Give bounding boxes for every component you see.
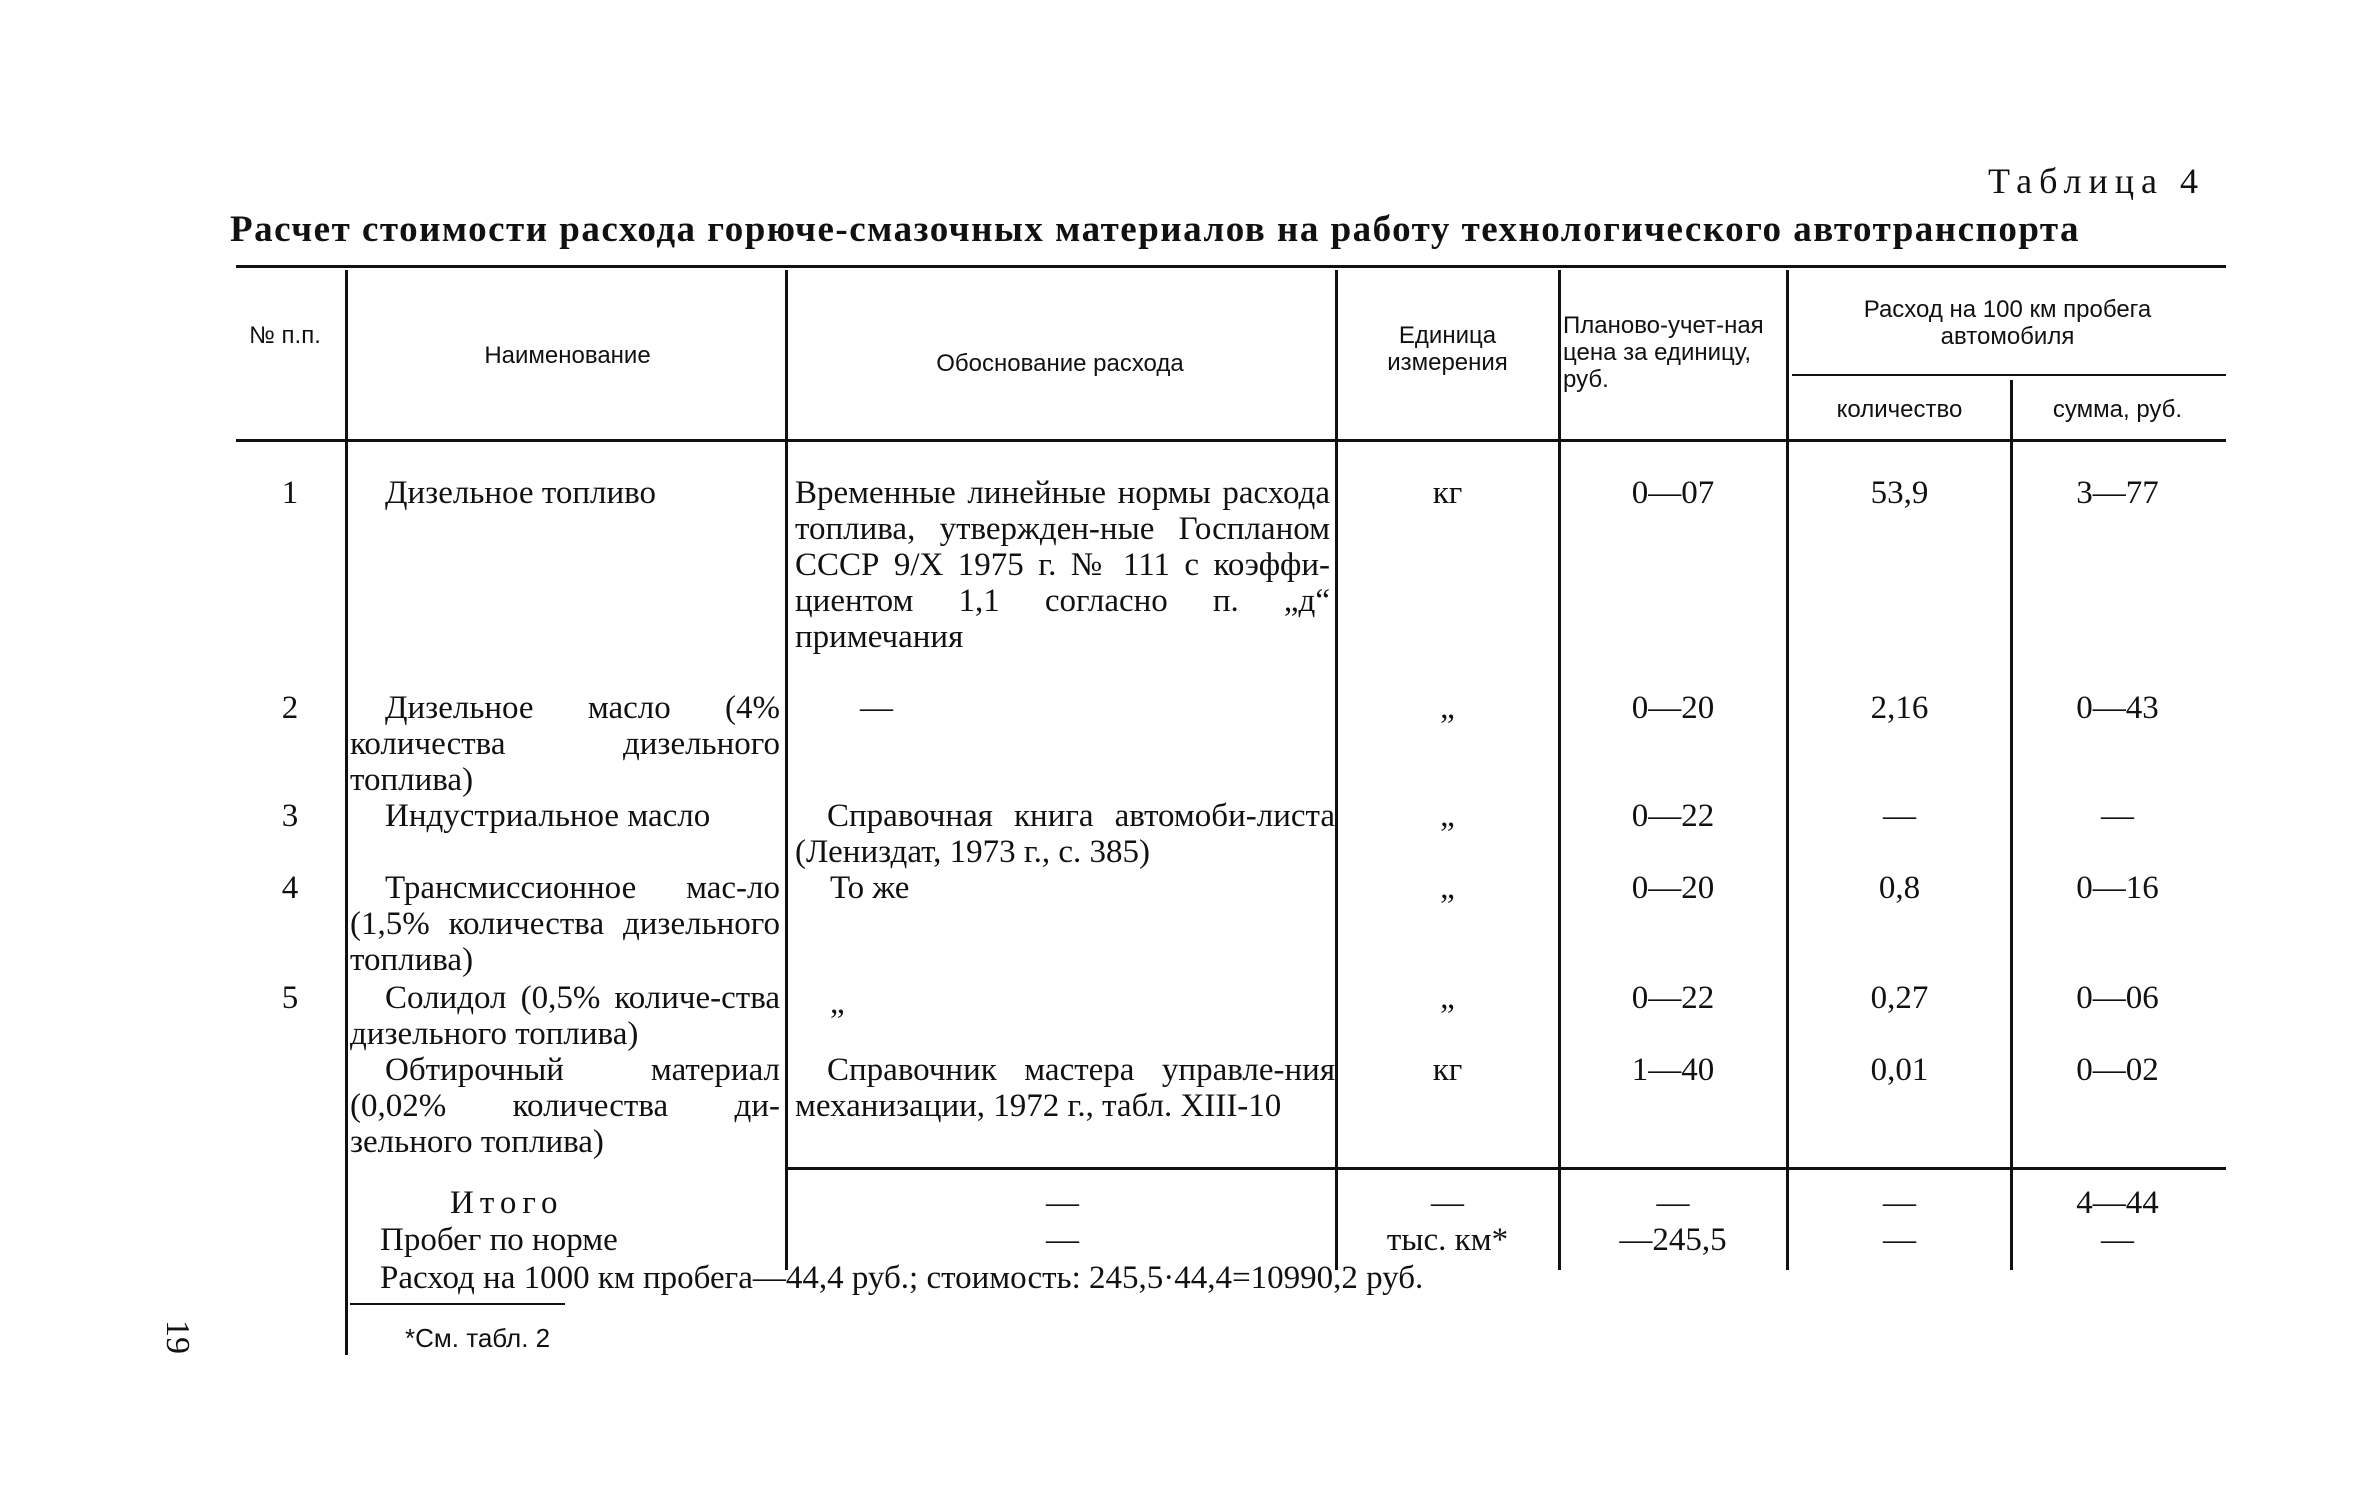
table-label: Таблица 4 xyxy=(1988,161,2205,201)
row5-num: 5 xyxy=(281,980,299,1016)
row6-sum: 0—02 xyxy=(2076,1052,2159,1088)
row2-price: 0—20 xyxy=(1631,690,1715,726)
row4-sum: 0—16 xyxy=(2076,870,2159,906)
mileage-sum: — xyxy=(2101,1222,2134,1258)
row1-sum: 3—77 xyxy=(2076,475,2159,511)
row1-qty: 53,9 xyxy=(1870,475,1929,511)
col-divider-unit xyxy=(1335,270,1338,1270)
row3-qty: — xyxy=(1883,798,1916,834)
summary-line: Расход на 1000 км пробега—44,4 руб.; стоимость: 245,5·44,4=10990,2 руб. xyxy=(380,1260,1424,1296)
row5-name: Солидол (0,5% количе-ства дизельного топлива) xyxy=(350,980,780,1052)
col-divider-basis xyxy=(785,270,788,1270)
row2-basis: — xyxy=(860,690,893,726)
totals-qty: — xyxy=(1883,1185,1916,1221)
row1-name: Дизельное топливо xyxy=(385,475,656,511)
mileage-price: —245,5 xyxy=(1619,1222,1727,1258)
row1-unit: кг xyxy=(1432,475,1463,511)
header-unit: Единица измерения xyxy=(1387,322,1508,376)
page-number: 19 xyxy=(159,1320,196,1354)
row5-sum: 0—06 xyxy=(2076,980,2159,1016)
header-bottom-rule xyxy=(236,439,2226,442)
col-divider-consumption xyxy=(1786,270,1789,1270)
row2-unit: „ xyxy=(1440,690,1455,726)
table-title: Расчет стоимости расхода горюче-смазочных материалов на работу технологического автотранспорта xyxy=(230,209,2081,250)
header-basis: Обоснование расхода xyxy=(936,350,1184,377)
mileage-label: Пробег по норме xyxy=(380,1222,618,1258)
row4-price: 0—20 xyxy=(1631,870,1715,906)
summary-underline xyxy=(350,1303,565,1305)
row6-qty: 0,01 xyxy=(1870,1052,1929,1088)
mileage-basis: — xyxy=(1046,1222,1079,1258)
mileage-qty: — xyxy=(1883,1222,1916,1258)
row4-num: 4 xyxy=(281,870,299,906)
header-sum: сумма, руб. xyxy=(2052,396,2183,423)
row5-basis: „ xyxy=(830,985,845,1021)
row6-basis: Справочник мастера управле-ния механизации, 1972 г., табл. XIII-10 xyxy=(795,1052,1335,1124)
row1-basis: Временные линейные нормы расхода топлива, утвержден-ные Госпланом СССР 9/X 1975 г. № 111 с коэффи-циентом 1,1 согласно п. „д“ примечания xyxy=(795,475,1330,655)
row6-unit: кг xyxy=(1432,1052,1463,1088)
row6-price: 1—40 xyxy=(1631,1052,1715,1088)
mileage-unit: тыс. км* xyxy=(1386,1222,1509,1258)
row3-unit: „ xyxy=(1440,798,1455,834)
header-num: № п.п. xyxy=(249,322,321,349)
row5-qty: 0,27 xyxy=(1870,980,1929,1016)
row2-qty: 2,16 xyxy=(1870,690,1929,726)
row1-num: 1 xyxy=(281,475,299,511)
row6-name: Обтирочный материал (0,02% количества ди-зельного топлива) xyxy=(350,1052,780,1160)
row3-num: 3 xyxy=(281,798,299,834)
col-divider-qty-sum xyxy=(2010,380,2013,1270)
row2-num: 2 xyxy=(281,690,299,726)
totals-label: Итого xyxy=(450,1185,564,1221)
col-divider-price xyxy=(1558,270,1561,1270)
row4-unit: „ xyxy=(1440,870,1455,906)
header-price: Планово-учет-ная цена за единицу, руб. xyxy=(1563,312,1764,393)
row5-price: 0—22 xyxy=(1631,980,1715,1016)
totals-unit: — xyxy=(1431,1185,1464,1221)
row3-price: 0—22 xyxy=(1631,798,1715,834)
row4-name: Трансмиссионное мас-ло (1,5% количества дизельного топлива) xyxy=(350,870,780,978)
consumption-subheader-rule xyxy=(1792,374,2226,376)
row2-name: Дизельное масло (4% количества дизельного топлива) xyxy=(350,690,780,798)
row3-name: Индустриальное масло xyxy=(385,798,711,834)
row5-unit: „ xyxy=(1440,980,1455,1016)
footnote: *См. табл. 2 xyxy=(405,1323,551,1353)
row4-qty: 0,8 xyxy=(1878,870,1921,906)
row2-sum: 0—43 xyxy=(2076,690,2159,726)
totals-basis: — xyxy=(1046,1185,1079,1221)
row3-sum: — xyxy=(2101,798,2134,834)
header-consumption: Расход на 100 км пробега автомобиля xyxy=(1863,296,2152,350)
table-top-rule xyxy=(236,265,2226,268)
totals-price: — xyxy=(1656,1185,1690,1221)
header-qty: количество xyxy=(1836,396,1963,423)
header-name: Наименование xyxy=(484,342,651,369)
row3-basis: Справочная книга автомоби-листа (Лениздат, 1973 г., с. 385) xyxy=(795,798,1335,870)
row1-price: 0—07 xyxy=(1631,475,1715,511)
totals-sum: 4—44 xyxy=(2076,1185,2159,1221)
row4-basis: То же xyxy=(830,870,910,906)
col-divider-name xyxy=(345,270,348,1355)
